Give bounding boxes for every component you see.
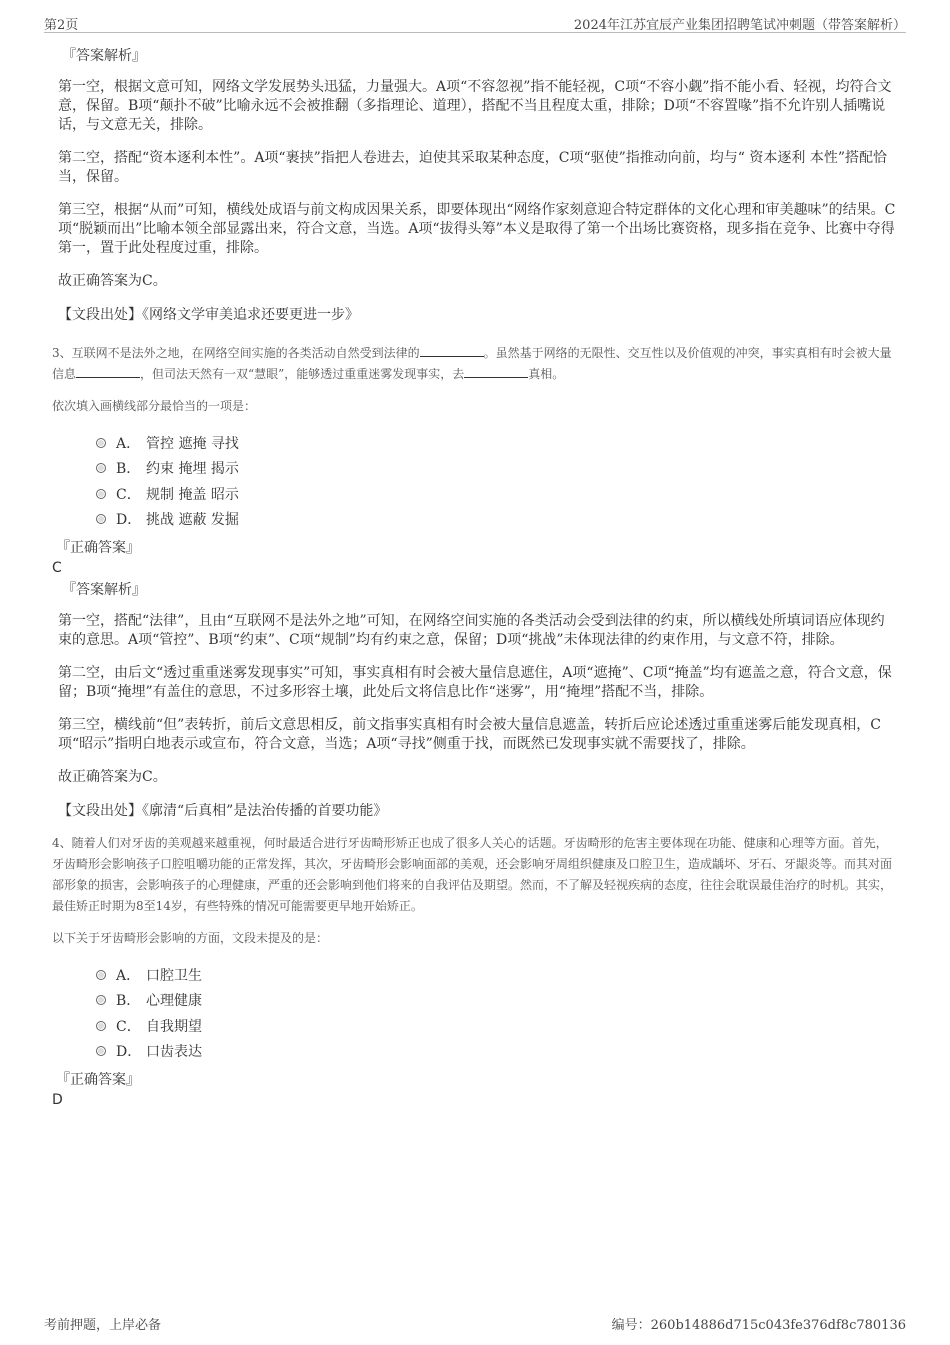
analysis-paragraph: 第二空，搭配“资本逐利本性”。A项“裹挟”指把人卷进去，迫使其采取某种态度，C项“驱使”指推动向前，均与“ 资本逐利 本性”搭配恰当，保留。 bbox=[58, 150, 887, 185]
analysis-paragraph: 第二空，由后文“透过重重迷雾发现事实”可知，事实真相有时会被大量信息遮住，A项“遮掩”、C项“掩盖”均有遮盖之意，符合文意，保留；B项“掩埋”有盖住的意思，不过多形容土壤，此处后文将信息比作“迷雾”，用“掩埋”搭配不当，排除。 bbox=[58, 665, 892, 700]
analysis-label: 『答案解析』 bbox=[62, 582, 146, 598]
option-c[interactable] bbox=[96, 481, 896, 507]
analysis-conclusion: 故正确答案为C。 bbox=[58, 273, 167, 289]
question-text: ，但司法天然有一双“慧眼”，能够透过重重迷雾发现事实，去 bbox=[140, 367, 465, 381]
page-content bbox=[52, 40, 896, 1112]
fill-blank bbox=[420, 346, 484, 357]
correct-answer-label: 『正确答案』 bbox=[56, 1072, 140, 1088]
option-text: 挑战 遮蔽 发掘 bbox=[146, 512, 239, 529]
option-text: 心理健康 bbox=[146, 993, 202, 1010]
option-d[interactable] bbox=[96, 507, 896, 533]
option-text: 自我期望 bbox=[146, 1018, 202, 1035]
question-text: 。虽然基于网络的无限性、交互性以及价值观的冲突，事实真相有时会被大量信息 bbox=[52, 346, 892, 381]
page-header bbox=[44, 10, 906, 33]
option-list bbox=[96, 430, 896, 532]
option-letter: C． bbox=[116, 486, 141, 503]
analysis-paragraph: 第三空，横线前“但”表转折，前后文意思相反，前文指事实真相有时会被大量信息遮盖，转折后应论述透过重重迷雾后能发现真相，C项“昭示”指明白地表示或宣布，符合文意，当选；A项“寻找”侧重于找，而既然已发现事实就不需要找了，排除。 bbox=[58, 717, 882, 752]
source-citation: 【文段出处】《网络文学审美追求还要更进一步》 bbox=[58, 307, 359, 323]
option-text: 口齿表达 bbox=[146, 1044, 202, 1061]
question-text: 3、互联网不是法外之地，在网络空间实施的各类活动自然受到法律的 bbox=[52, 346, 420, 360]
radio-icon[interactable] bbox=[96, 995, 106, 1005]
radio-icon[interactable] bbox=[96, 489, 106, 499]
radio-icon[interactable] bbox=[96, 1046, 106, 1056]
option-list bbox=[96, 962, 896, 1064]
radio-icon[interactable] bbox=[96, 463, 106, 473]
analysis-conclusion: 故正确答案为C。 bbox=[58, 769, 167, 785]
option-letter: A． bbox=[116, 967, 141, 984]
option-text: 约束 掩埋 揭示 bbox=[146, 461, 239, 478]
option-letter: B． bbox=[116, 461, 141, 478]
footer-slogan: 考前押题，上岸必备 bbox=[44, 1318, 162, 1333]
question-4 bbox=[52, 833, 896, 1110]
question-text: 真相。 bbox=[528, 367, 565, 381]
option-letter: C． bbox=[116, 1018, 141, 1035]
question-stem: 4、随着人们对牙齿的美观越来越重视，何时最适合进行牙齿畸形矫正也成了很多人关心的话题。牙齿畸形的危害主要体现在功能、健康和心理等方面。首先，牙齿畸形会影响孩子口腔咀嚼功能的正常发挥，其次，牙齿畸形会影响面部的美观，还会影响牙周组织健康及口腔卫生，造成龋坏、牙石、牙龈炎等。而其对面部形象的损害，会影响孩子的心理健康，严重的还会影响到他们将来的自我评估及期望。然而，不了解及轻视疾病的态度，往往会耽误最佳治疗的时机。其实，最佳矫正时期为8至14岁，有些特殊的情况可能需要更早地开始矫正。 bbox=[52, 836, 893, 913]
source-citation: 【文段出处】《廓清“后真相”是法治传播的首要功能》 bbox=[58, 803, 388, 819]
correct-answer-value: C bbox=[52, 560, 62, 576]
fill-blank bbox=[464, 367, 528, 378]
radio-icon[interactable] bbox=[96, 438, 106, 448]
question-prompt: 以下关于牙齿畸形会影响的方面，文段未提及的是： bbox=[52, 931, 329, 945]
option-a[interactable] bbox=[96, 430, 896, 456]
option-letter: B． bbox=[116, 993, 141, 1010]
analysis-label: 『答案解析』 bbox=[62, 48, 146, 64]
question-3 bbox=[52, 343, 896, 821]
q2-analysis-section bbox=[56, 46, 896, 325]
option-text: 管控 遮掩 寻找 bbox=[146, 435, 239, 452]
option-d[interactable] bbox=[96, 1039, 896, 1065]
analysis-paragraph: 第一空，根据文意可知，网络文学发展势头迅猛，力量强大。A项“不容忽视”指不能轻视，C项“不容小觑”指不能小看、轻视，均符合文意，保留。B项“颠扑不破”比喻永远不会被推翻（多指理论、道理），搭配不当且程度太重，排除；D项“不容置喙”指不允许别人插嘴说话，与文意无关，排除。 bbox=[58, 79, 892, 133]
page-number: 第2页 bbox=[44, 18, 79, 33]
option-letter: A． bbox=[116, 435, 141, 452]
analysis-paragraph: 第一空，搭配“法律”，且由“互联网不是法外之地”可知，在网络空间实施的各类活动会受到法律的约束，所以横线处所填词语应体现约束的意思。A项“管控”、B项“约束”、C项“规制”均有约束之意，保留；D项“挑战”未体现法律的约束作用，与文意不符，排除。 bbox=[58, 613, 885, 648]
question-stem bbox=[52, 343, 896, 385]
page-footer bbox=[44, 1312, 906, 1332]
option-b[interactable] bbox=[96, 456, 896, 482]
option-b[interactable] bbox=[96, 988, 896, 1014]
correct-answer-label: 『正确答案』 bbox=[56, 540, 140, 556]
fill-blank bbox=[76, 367, 140, 378]
option-text: 规制 掩盖 昭示 bbox=[146, 486, 239, 503]
option-text: 口腔卫生 bbox=[146, 967, 202, 984]
radio-icon[interactable] bbox=[96, 1021, 106, 1031]
radio-icon[interactable] bbox=[96, 514, 106, 524]
analysis-paragraph: 第三空，根据“从而”可知，横线处成语与前文构成因果关系，即要体现出“网络作家刻意迎合特定群体的文化心理和审美趣味”的结果。C项“脱颖而出”比喻本领全部显露出来，符合文意，当选。A项“拔得头筹”本义是取得了第一个出场比赛资格，现多指在竞争、比赛中夺得第一，置于此处程度过重，排除。 bbox=[58, 202, 896, 256]
footer-serial: 编号：260b14886d715c043fe376df8c780136 bbox=[611, 1318, 906, 1333]
question-prompt: 依次填入画横线部分最恰当的一项是： bbox=[52, 399, 257, 413]
option-letter: D． bbox=[116, 1044, 142, 1061]
correct-answer-value: D bbox=[52, 1092, 63, 1108]
option-a[interactable] bbox=[96, 962, 896, 988]
option-c[interactable] bbox=[96, 1013, 896, 1039]
document-title: 2024年江苏宜辰产业集团招聘笔试冲刺题（带答案解析） bbox=[573, 18, 906, 33]
radio-icon[interactable] bbox=[96, 970, 106, 980]
option-letter: D． bbox=[116, 512, 142, 529]
